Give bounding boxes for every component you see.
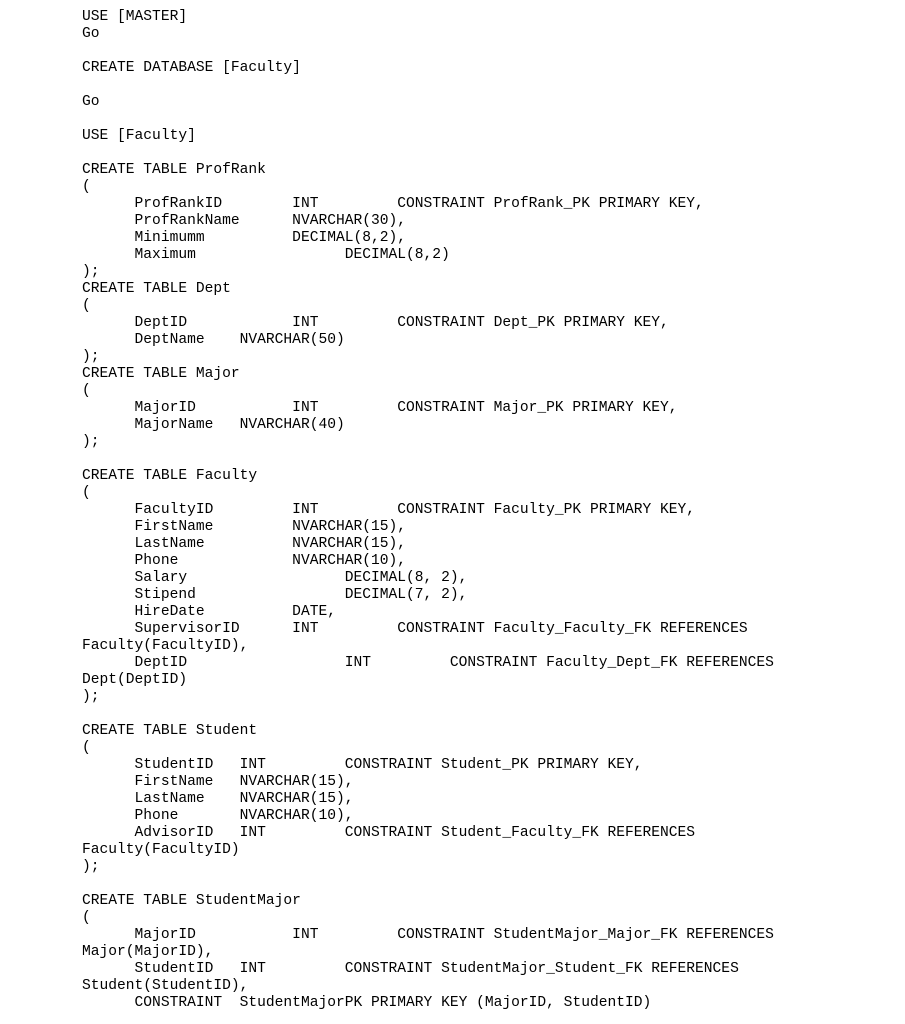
code-line: FirstName NVARCHAR(15), xyxy=(82,774,354,790)
code-line: Major(MajorID), xyxy=(82,944,214,960)
code-line: Go xyxy=(82,26,100,42)
code-line: FirstName NVARCHAR(15), xyxy=(82,519,407,535)
code-line: USE [Faculty] xyxy=(82,128,196,144)
code-line: CREATE DATABASE [Faculty] xyxy=(82,60,301,76)
code-line: ( xyxy=(82,383,91,399)
code-line: Phone NVARCHAR(10), xyxy=(82,553,407,569)
code-line: StudentID INT CONSTRAINT StudentMajor_Student_FK REFERENCES xyxy=(82,961,739,977)
code-line: DeptID INT CONSTRAINT Dept_PK PRIMARY KEY, xyxy=(82,315,669,331)
code-line: CREATE TABLE StudentMajor xyxy=(82,893,301,909)
code-line: CREATE TABLE Faculty xyxy=(82,468,258,484)
code-line: Go xyxy=(82,94,100,110)
code-line: ProfRankName NVARCHAR(30), xyxy=(82,213,407,229)
code-line: Salary DECIMAL(8, 2), xyxy=(82,570,468,586)
code-line: ( xyxy=(82,485,91,501)
code-line: CREATE TABLE Major xyxy=(82,366,240,382)
code-line: LastName NVARCHAR(15), xyxy=(82,536,407,552)
code-line: LastName NVARCHAR(15), xyxy=(82,791,354,807)
code-line: ( xyxy=(82,298,91,314)
code-line: ); xyxy=(82,349,100,365)
code-line: ( xyxy=(82,740,91,756)
code-line: Student(StudentID), xyxy=(82,978,249,994)
code-line: MajorName NVARCHAR(40) xyxy=(82,417,345,433)
code-line: DeptName NVARCHAR(50) xyxy=(82,332,345,348)
code-line: MajorID INT CONSTRAINT Major_PK PRIMARY KEY, xyxy=(82,400,678,416)
code-line: Faculty(FacultyID), xyxy=(82,638,249,654)
code-line: HireDate DATE, xyxy=(82,604,336,620)
code-line: Faculty(FacultyID) xyxy=(82,842,240,858)
code-line: Dept(DeptID) xyxy=(82,672,188,688)
code-line: ProfRankID INT CONSTRAINT ProfRank_PK PRIMARY KEY, xyxy=(82,196,704,212)
code-line: FacultyID INT CONSTRAINT Faculty_PK PRIMARY KEY, xyxy=(82,502,696,518)
code-line: MajorID INT CONSTRAINT StudentMajor_Major_FK REFERENCES xyxy=(82,927,774,943)
code-line: Maximum DECIMAL(8,2) xyxy=(82,247,450,263)
code-line: Phone NVARCHAR(10), xyxy=(82,808,354,824)
code-line: Minimumm DECIMAL(8,2), xyxy=(82,230,407,246)
code-line: StudentID INT CONSTRAINT Student_PK PRIMARY KEY, xyxy=(82,757,643,773)
code-line: CREATE TABLE Dept xyxy=(82,281,231,297)
code-line: SupervisorID INT CONSTRAINT Faculty_Faculty_FK REFERENCES xyxy=(82,621,748,637)
code-line: ); xyxy=(82,264,100,280)
code-line: CREATE TABLE Student xyxy=(82,723,258,739)
code-line: ); xyxy=(82,859,100,875)
code-line: USE [MASTER] xyxy=(82,9,188,25)
code-line: CREATE TABLE ProfRank xyxy=(82,162,266,178)
code-line: AdvisorID INT CONSTRAINT Student_Faculty_FK REFERENCES xyxy=(82,825,696,841)
code-line: CONSTRAINT StudentMajorPK PRIMARY KEY (MajorID, StudentID) xyxy=(82,995,652,1011)
code-line: DeptID INT CONSTRAINT Faculty_Dept_FK REFERENCES xyxy=(82,655,774,671)
code-line: ); xyxy=(82,434,100,450)
code-line: Stipend DECIMAL(7, 2), xyxy=(82,587,468,603)
code-line: ( xyxy=(82,910,91,926)
code-line: ); xyxy=(82,689,100,705)
code-line: ( xyxy=(82,179,91,195)
